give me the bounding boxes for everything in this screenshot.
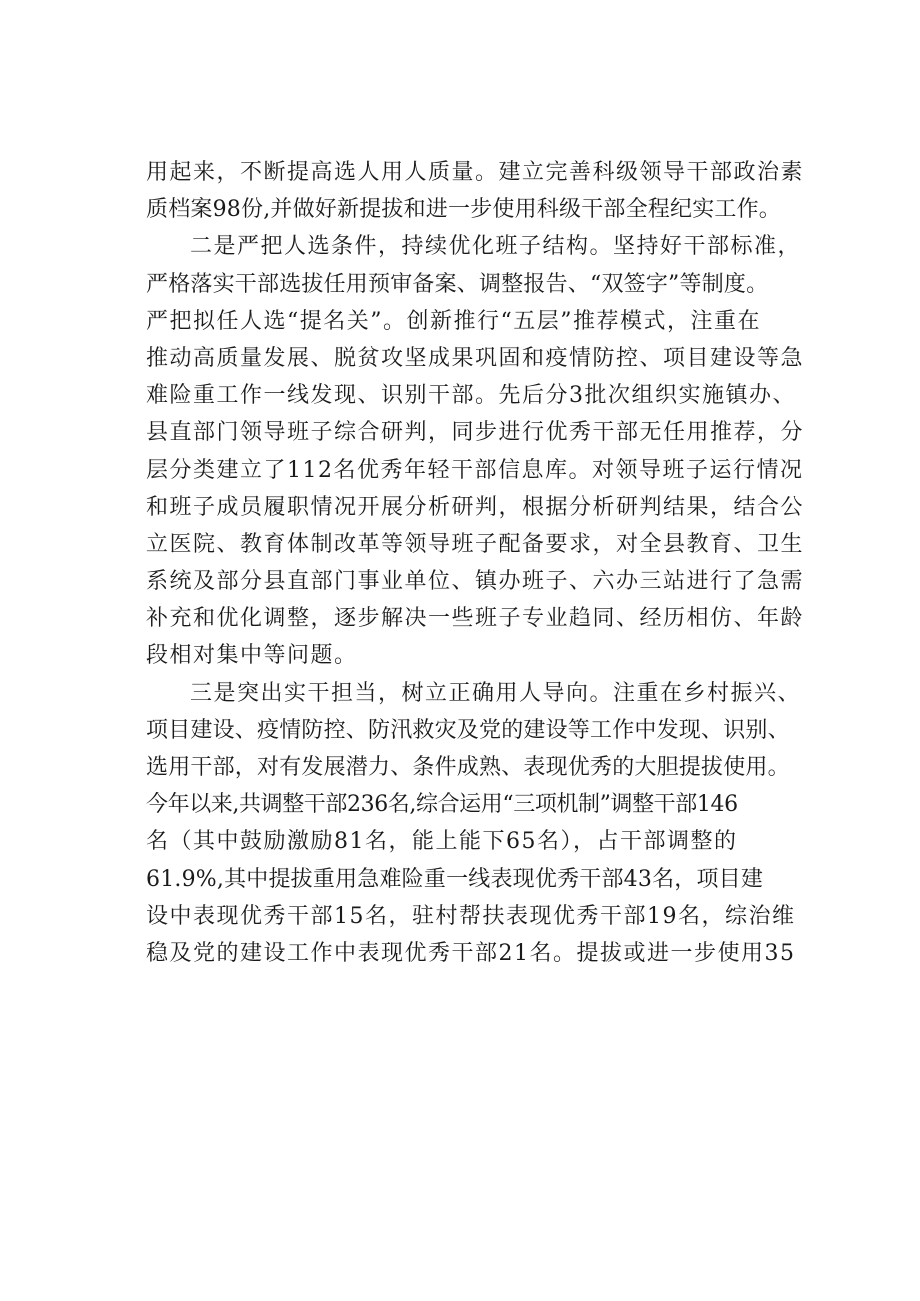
paragraph-line: 61.9%,其中提拔重用急难险重一线表现优秀干部43名，项目建	[146, 866, 764, 892]
paragraph-line: 设中表现优秀干部15名，驻村帮扶表现优秀干部19名，综治维	[146, 903, 796, 929]
paragraph-line: 严把拟任人选“提名关”。创新推行“五层”推荐模式，注重在	[146, 308, 761, 334]
paragraph-line: 名（其中鼓励激励81名，能上能下65名），占干部调整的	[146, 829, 738, 855]
paragraph-line: 质档案98份,并做好新提拔和进一步使用科级干部全程纪实工作。	[146, 197, 781, 223]
paragraph-line: 层分类建立了112名优秀年轻干部信息库。对领导班子运行情况	[146, 457, 804, 483]
paragraph-line: 用起来，不断提高选人用人质量。建立完善科级领导干部政治素	[146, 160, 805, 185]
paragraph-line: 立医院、教育体制改革等领导班子配备要求，对全县教育、卫生	[146, 531, 805, 557]
paragraph-line: 严格落实干部选拔任用预审备案、调整报告、“双签字”等制度。	[146, 271, 769, 297]
paragraph-line: 今年以来,共调整干部236名,综合运用“三项机制”调整干部146	[146, 792, 738, 818]
paragraph-line: 补充和优化调整，逐步解决一些班子专业趋同、经历相仿、年龄	[146, 606, 805, 632]
paragraph-line: 系统及部分县直部门事业单位、镇办班子、六办三站进行了急需	[146, 569, 805, 595]
paragraph-line: 和班子成员履职情况开展分析研判，根据分析研判结果，结合公	[146, 494, 805, 520]
paragraph-line: 段相对集中等问题。	[146, 643, 358, 669]
paragraph-line: 项目建设、疫情防控、防汛救灾及党的建设等工作中发现、识别、	[146, 717, 790, 743]
document-body	[146, 154, 806, 972]
paragraph-line: 稳及党的建设工作中表现优秀干部21名。提拔或进一步使用35	[146, 940, 796, 966]
paragraph-line: 选用干部，对有发展潜力、条件成熟、表现优秀的大胆提拔使用。	[146, 755, 790, 780]
paragraph-line: 二是严把人选条件，持续优化班子结构。坚持好干部标准，	[190, 234, 802, 260]
paragraph-line: 难险重工作一线发现、识别干部。先后分3批次组织实施镇办、	[146, 383, 796, 409]
paragraph-line: 推动高质量发展、脱贫攻坚成果巩固和疫情防控、项目建设等急	[146, 345, 805, 371]
paragraph-line: 三是突出实干担当，树立正确用人导向。注重在乡村振兴、	[190, 680, 802, 706]
paragraph-line: 县直部门领导班子综合研判，同步进行优秀干部无任用推荐，分	[146, 420, 805, 446]
